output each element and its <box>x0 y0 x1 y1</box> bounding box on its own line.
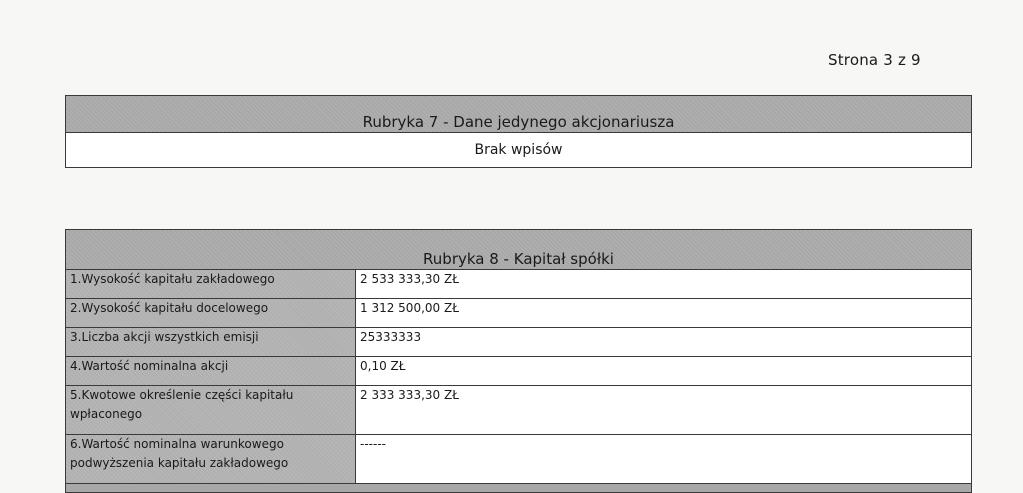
page-number: Strona 3 z 9 <box>828 51 921 69</box>
field-value: 1 312 500,00 ZŁ <box>356 299 972 328</box>
field-label: 3.Liczba akcji wszystkich emisji <box>66 328 356 357</box>
table-row <box>66 386 972 435</box>
table-row <box>66 357 972 386</box>
field-label: 4.Wartość nominalna akcji <box>66 357 356 386</box>
continuation-cell <box>66 484 972 493</box>
field-label: 5.Kwotowe określenie części kapitału wpłaconego <box>66 386 356 435</box>
section-7-empty-message: Brak wpisów <box>66 133 972 168</box>
field-label: 6.Wartość nominalna warunkowego podwyższenia kapitału zakładowego <box>66 435 356 484</box>
field-value: 25333333 <box>356 328 972 357</box>
table-row <box>66 299 972 328</box>
field-value: 2 533 333,30 ZŁ <box>356 270 972 299</box>
field-value: ------ <box>356 435 972 484</box>
table-row <box>66 270 972 299</box>
table-row <box>66 328 972 357</box>
section-8-title: Rubryka 8 - Kapitał spółki <box>66 230 972 270</box>
section-continuation-bar <box>66 484 972 493</box>
table-row <box>66 435 972 484</box>
field-label: 2.Wysokość kapitału docelowego <box>66 299 356 328</box>
section-7-title: Rubryka 7 - Dane jedynego akcjonariusza <box>66 96 972 133</box>
section-7-table <box>65 95 972 168</box>
field-label: 1.Wysokość kapitału zakładowego <box>66 270 356 299</box>
field-value: 2 333 333,30 ZŁ <box>356 386 972 435</box>
section-8-table <box>65 229 972 493</box>
field-value: 0,10 ZŁ <box>356 357 972 386</box>
